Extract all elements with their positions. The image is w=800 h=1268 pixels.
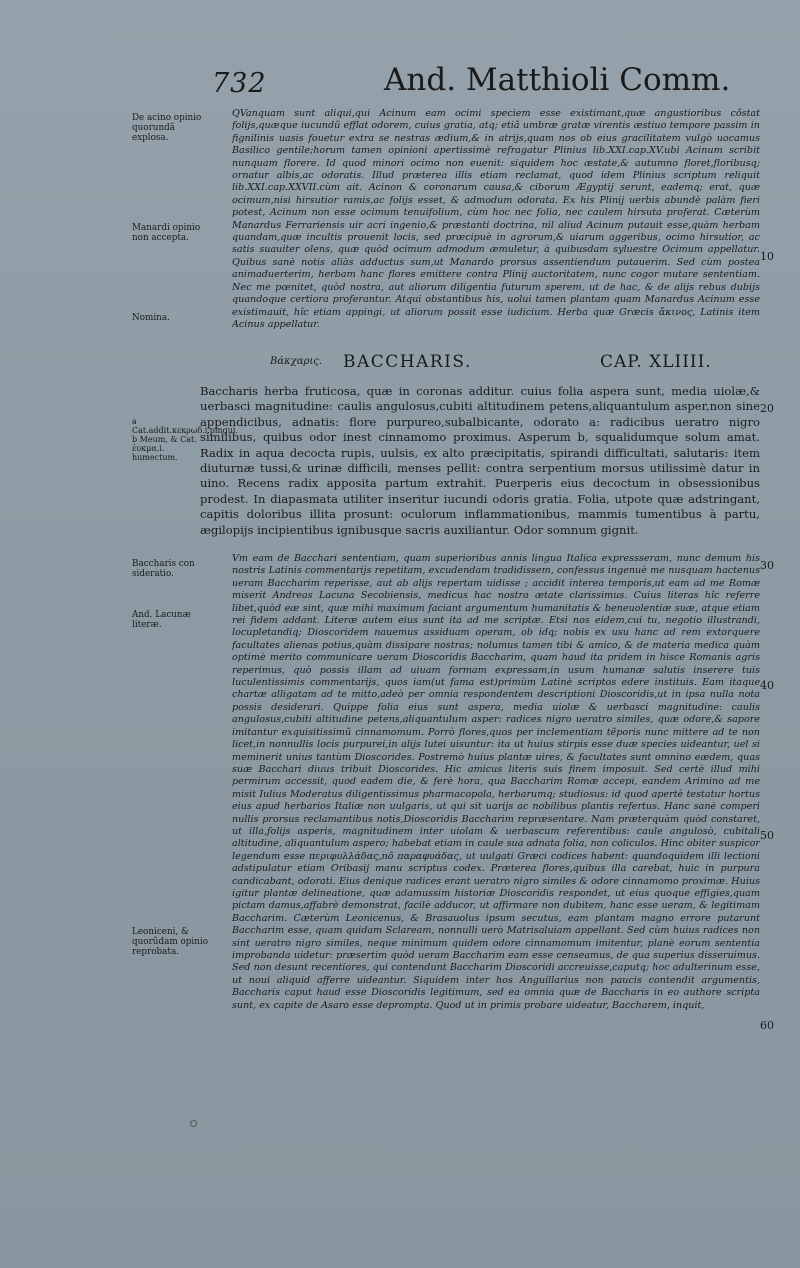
line-number: 10 <box>760 250 774 263</box>
line-number: 20 <box>760 402 774 415</box>
chapter-number: CAP. XLIIII. <box>600 352 712 372</box>
margin-note: De acino opinio quorundã explosa. <box>132 113 202 143</box>
line-number: 30 <box>760 559 774 572</box>
line-number: 50 <box>760 829 774 842</box>
margin-note: And. Lacunæ literæ. <box>132 610 191 630</box>
margin-note: Baccharis con sideratio. <box>132 559 195 579</box>
main-text-baccharis: Baccharis herba fruticosa, quæ in coronas additur. cuius folia aspera sunt, media uiolæ,& uerbasci magnitudine: caulis angulosus,cubiti altitudinem petens,aliquantulum asper,non sine appendicibus, adnatis: flore purpureo,subalbicante, odorato a: radicibus ueratro nigro similibus, quibus odor inest cinnamomo proximus. Asperum b, squalidumque solum amat. Radix in aqua decocta rupis, uulsis, ex alto præcipitatis, spirandi difficultati, salutaris: item diuturnæ tussi,& urinæ difficili, menses pellit: contra serpentium morsus utilissimè datur in uino. Recens radix apposita partum extrahit. Puerperis eius decoctum in obsessionibus prodest. In diapasmata utiliter inseritur iucundi odoris gratia. Folia, utpote quæ adstringant, capitis doloribus illita prosunt: oculorum inflammationibus, mammis tumentibus à partu, ægilopijs incipientibus ignibusque sacris auxiliantur. Odor somnum gignit. <box>200 384 760 537</box>
commentary-baccharis: Vm eam de Bacchari sententiam, quam superioribus annis lingua Italica expressseram, nunc demum his nostris Latinis commentarijs repetitam, excudendam tradidissem, confessus ingenuè me nusquam hactenus ueram Baccharim reperisse, aut ab alijs repertam uidisse ; accidit interea temporis,ut eam ad me Romæ miserit Andreas Lacuna Secobiensis, medicus hac nostra ætate clarissimus. Cuius literas hîc referre libet,quòd eæ sint, quæ mihi maximum faciant argumentum humanitatis & beneuolentiæ suæ, atque etiam rei fidem addant. Literæ autem eius sunt ita ad me scriptæ. Etsi nos eidem,cui tu, negotio illustrandi, locupletandiq; Dioscoridem nauemus assiduam operam, ob idq; nobis ex usu hanc ad rem extorquere facultates alienas potius,quàm dissipare nostras; nolumus tamen tibi & amico, & de materia medica quàm optimè merito communicare ueram Dioscoridis Baccharim, quam haud ita pridem in hisce Romanis agris reperimus, quò possis illam ad uiuam formam expressam,in usum humanæ salutis inserere tuis luculentissimis commentarijs, quos iam(ut fama est)primùm Latinè scriptos edere instituis. Eam itaque chartæ alligatam ad te mitto,adeò per omnia respondentem descriptioni Dioscoridis,ut in ipsa nulla nota possis desiderari. Quippe folia eius sunt aspera, media uiolæ & uerbasci magnitudine: caulis angulosus,cubiti altitudine petens,aliquantulum asper: radices nigro ueratro similes, quæ odore,& sapore imitantur exquisitissimũ cinnamomum. Porrò flores,quos per inclementiam tẽporis nunc mittere ad te non licet,in nonnullis locis purpurei,in alijs lutei uisuntur: ita ut huius stirpis esse duæ species uideantur, uel si meminerit unius tantùm Dioscorides. Postremò huius plantæ uires, & facultates sunt omnino eædem, quas suæ Bacchari diuus tribuit Dioscorides. Hic amicus literis suis finem imposuit. Sed certè illud mihi permirum accessit, quod eadem die, & ferè hora, qua Baccharim Romæ accepi, eandem Arimino ad me misit Iulius Moderatus diligentissimus pharmacopola, herbarumq; studiosus: id quod apertè testatur hortus eius apud herbarios Italiæ non uulgaris, ut qui sit uarijs ac nobilibus plantis refertus. Hanc sanè comperi nullis prorsus reclamantibus notis,Dioscoridis Baccharim repræsentare. Nam præterquàm quòd constaret, ut illa,folijs asperis, magnitudinem inter uiolam & uerbascum referentibus: caule angulosò, cubitali altitudine, aliquantulum aspero; habebat etiam in caule sua adnata folia, non coliculos. Hinc obiter suspicor legendum esse περιφυλλάδας,nõ παραφυάδας, ut uulgati Græci codices habent: quandoquidem illi lectioni adstipulatur etiam Oribasij manu scriptus codex. Præterea flores,quibus illa carebat, huic in purpura candicabant, odorati. Eius denique radices erant ueratro nigro similes & odore cinnamomo proximæ. Huius igitur plantæ delineatione, quæ adamussim historiæ Dioscoridis respondet, ut eius quoque effigies,quam pictam damus,affabrè demonstrat, facilè adducor, ut affirmare non dubitem, hanc esse ueram, & legitimam Baccharim. Cæterùm Leonicenus, & Brasauolus ipsum secutus, eam plantam magno errore putarunt Baccharim esse, quam quidam Sclaream, nonnulli uerò Matrisaluiam appellant. Sed cùm huius radices non sint ueratro nigro similes, neque minimum quidem odore cinnamomum imitentur, planè eorum sententia improbanda uidetur: præsertim quòd ueram Baccharim eam esse censeamus, de qua superius disseruimus. Sed non desunt recentiores, qui contendunt Baccharim Dioscoridi accreuisse,caputq; hoc adulterinum esse, ut noui aliquid afferre uideantur. Siquidem inter hos Anguillarius non paucis contendit argumentis, Baccharis caput haud esse Dioscoridis legitimum, sed ea omnia quæ de Baccharis in eo authore scripta sunt, ex capite de Asaro esse deprompta. Quod ut in primis probare uideatur, Baccharem, inquit, <box>232 553 760 1011</box>
greek-name: Βάκχαρις. <box>270 356 323 367</box>
line-number: 60 <box>760 1019 774 1032</box>
margin-note: Leoniceni, & quorũdam opinio reprobata. <box>132 927 208 957</box>
running-title: And. Matthioli Comm. <box>384 62 731 98</box>
commentary-acinus: QVanquam sunt aliqui,qui Acinum eam ocimi speciem esse existimant,quæ angustioribus cõstat folijs,quæque iucundũ efflat odorem, cuius gratia, atq; etiã umbræ gratæ virentis æstiuo tempore passim in fignilinis uasis fouetur extra se nestras ædium,& in atrijs,quam nos ob eius gracilitatem vulgò uocamus Basilico gentile;horum tamen opinioni apertissimè refragatur Plinius lib.XXI.cap.XV.ubi Acinum scribit nunquam florere. Id quod minori ocimo non euenit: siquidem hoc æstate,& autumno floret,floribusq; ornatur albis,ac odoratis. Illud præterea illis etiam reclamat, quod idem Plinius scriptum reliquit lib.XXI.cap.XXVII.cùm ait. Acinon & coronarum causa,& ciborum Ægyptij serunt, eademq; erat, quæ ocimum,nisi hirsutior ramis,ac folijs esset, & admodum odorata. Ex his Plinij uerbis abundè palàm fieri potest, Acinum non esse ocimum tenuifolium, cùm hoc nec folia, nec caulem hirsuta proferat. Cæterùm Manardus Ferrariensis uir acri ingenio,& præstanti doctrina, nil aliud Acinum putauit esse,quàm herbam quandam,quæ incultis prouenit locis, sed præcipuè in agrorum,& uiarum aggeribus, ocimo hirsutior, ac satis suauiter olens, quæ quòd ocimum admodum æmuletur, à quibusdam syluestre Ocimum appellatur. Quibus sanè notis aliàs adductus sum,ut Manardo prorsus assentiendum putauerim. Sed cùm postea animaduerterim, herbam hanc flores emittere contra Plinij auctoritatem, nunc cogor mutare sententiam. Nec me pœnitet, quòd nostra, aut aliorum diligentia futurum sperem, ut de hac, & de alijs rebus dubijs quandoque certiora proferantur. Atqui obstantibus his, uolui tamen plantam quam Manardus Acinum esse existimauit, hîc etiam appingi, ut aliorum possit esse iudicium. Herba quæ Græcis ἄκινος, Latinis item Acinus appellatur. <box>232 108 760 330</box>
chapter-title: BACCHARIS. <box>343 352 472 372</box>
chapter-heading <box>200 352 760 374</box>
line-number: 40 <box>760 679 774 692</box>
margin-note: Nomina. <box>132 313 170 323</box>
page-mark <box>190 1120 197 1127</box>
page-number: 732 <box>212 68 267 99</box>
margin-note: a Cat.addit.κεκρωδ.i.pingui. b Meum, & Cat. ἐυκμα.i. humectum. <box>132 417 239 462</box>
margin-note: Manardi opinio non accepta. <box>132 223 201 243</box>
